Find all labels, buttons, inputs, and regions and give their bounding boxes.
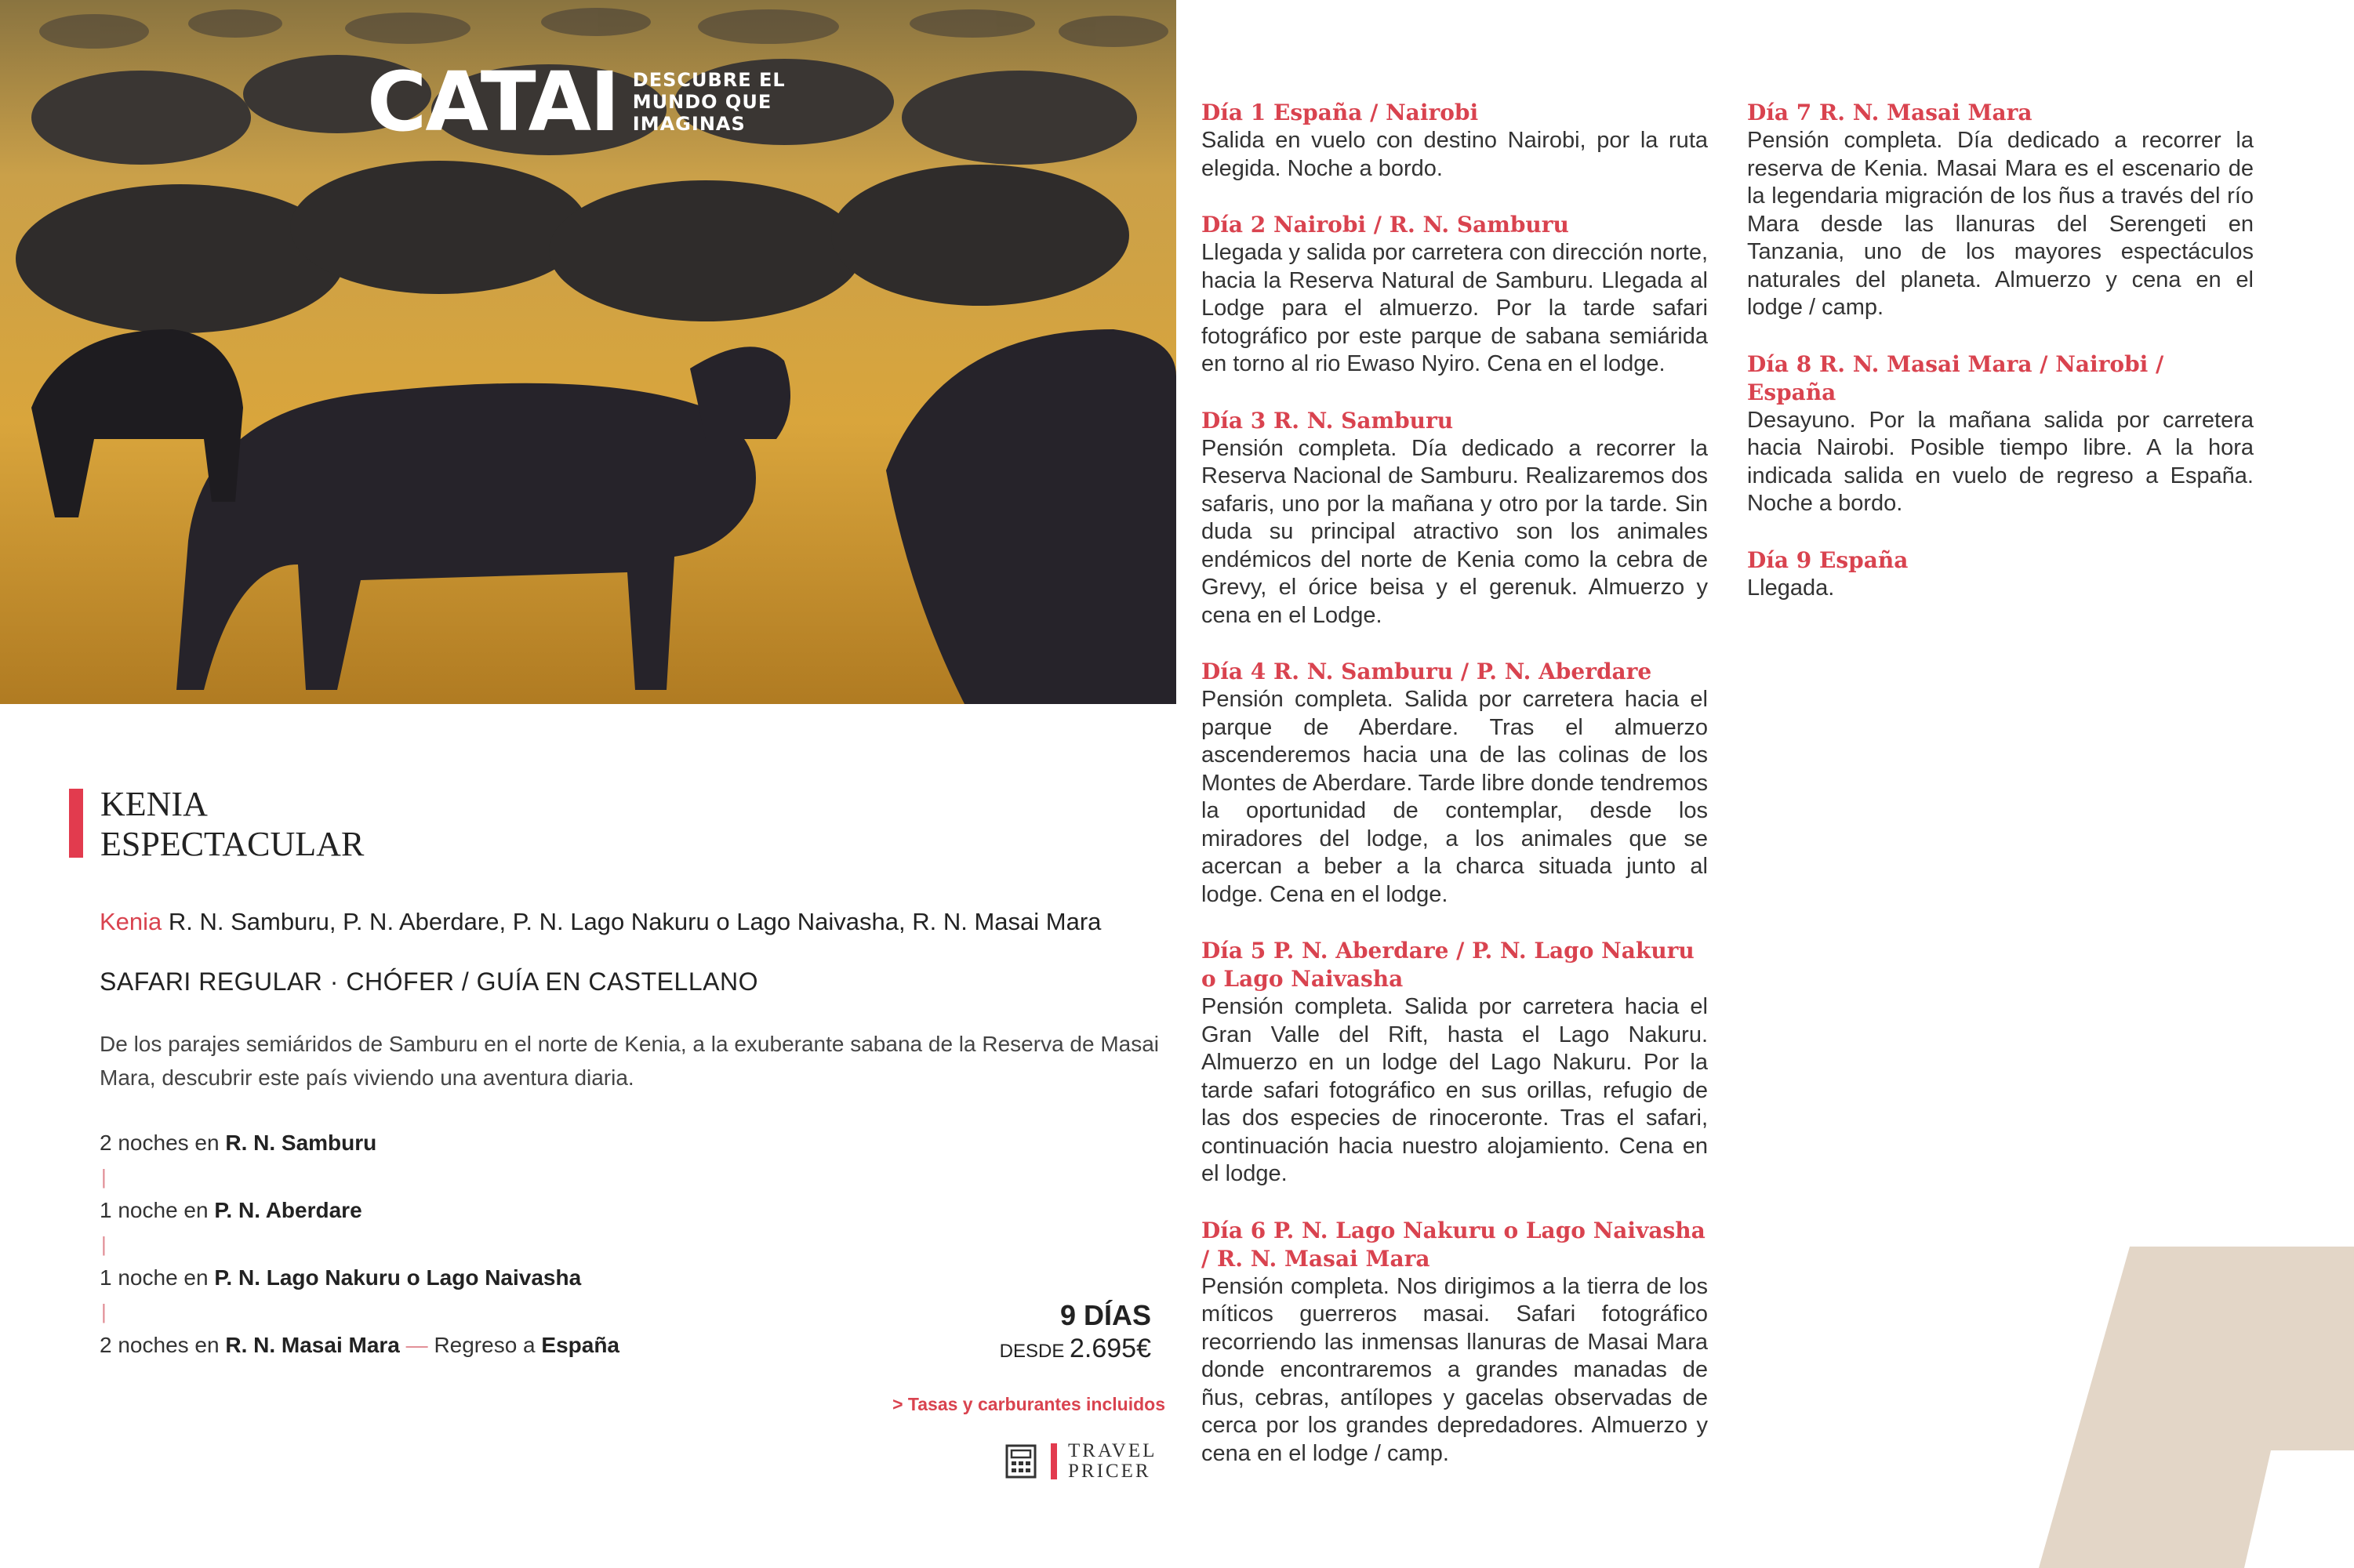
pricer-line: PRICER	[1068, 1461, 1151, 1482]
tagline-line: MUNDO QUE	[632, 91, 772, 113]
day-text: Llegada y salida por carretera con dirección norte, hacia la Reserva Natural de Samburu. Llegada al Lodge para el almuerzo. Por la tarde safari fotográfico por este parque de sabana semiárida en torno al rio Ewaso Nyiro. Cena en el lodge.	[1201, 240, 1708, 376]
stays-list	[100, 1126, 619, 1363]
wildebeest-herd-photo	[0, 0, 1176, 704]
day-title: Día 1 España / Nairobi	[1201, 100, 1479, 125]
pricer-line: TRAVEL	[1068, 1440, 1157, 1461]
price-prefix: DESDE	[999, 1341, 1070, 1362]
trip-subtitle: SAFARI REGULAR · CHÓFER / GUÍA EN CASTELLANO	[100, 967, 758, 996]
stay-item	[100, 1328, 619, 1363]
stay-separator: |	[101, 1232, 107, 1256]
itinerary-day	[1201, 937, 1708, 1189]
stay-item	[100, 1126, 619, 1160]
stay-separator: |	[101, 1300, 107, 1323]
trip-route	[100, 908, 1101, 936]
taxes-link[interactable]: > Tasas y carburantes incluidos	[892, 1394, 1165, 1414]
itinerary-day	[1201, 407, 1708, 630]
day-text: Pensión completa. Día dedicado a recorrer la reserva de Kenia. Masai Mara es el escenario de la legendaria migración de los ñus a través del río Mara desde las llanuras del Serengeti en Tanzania, uno de los mayores espectáculos naturales del planeta. Almuerzo y cena en el lodge / camp.	[1747, 128, 2254, 320]
calculator-icon	[1005, 1444, 1037, 1479]
trip-price	[1000, 1333, 1151, 1367]
day-text: Pensión completa. Salida por carretera hacia el Gran Valle del Rift, hasta el Lago Nakuru. Almuerzo en un lodge del Lago Nakuru. Por la tarde safari fotográfico en sus orillas, refugio de las dos especies de rinoceronte. Tras el safari, continuación hacia nuestro alojamiento. Cena en el lodge.	[1201, 994, 1708, 1186]
stay-place: P. N. Lago Nakuru o Lago Naivasha	[214, 1265, 582, 1290]
day-text: Pensión completa. Salida por carretera hacia el parque de Aberdare. Tras el almuerzo ascenderemos hacia una de las colinas de los Montes de Aberdare. Tarde libre donde tendremos la oportunidad de contemplar, desde los miradores del lodge, a los animales que se acercan a beber a la charca situada junto al lodge. Cena en el lodge.	[1201, 687, 1708, 907]
stay-place: R. N. Masai Mara	[225, 1333, 400, 1357]
itinerary-column-1	[1201, 99, 1708, 1496]
trip-intro: De los parajes semiáridos de Samburu en el norte de Kenia, a la exuberante sabana de la Reserva de Masai Mara, descubrir este país viviendo una aventura diaria.	[100, 1032, 1160, 1090]
day-title: Día 5 P. N. Aberdare / P. N. Lago Nakuru o Lago Naivasha	[1201, 938, 1695, 992]
price-amount: 2.695€	[1070, 1334, 1151, 1363]
itinerary-day	[1201, 1217, 1708, 1468]
day-title: Día 6 P. N. Lago Nakuru o Lago Naivasha / R. N. Masai Mara	[1201, 1217, 1706, 1272]
title-accent-bar	[69, 789, 83, 858]
itinerary-day	[1201, 99, 1708, 183]
route-country: Kenia	[100, 908, 162, 935]
decorative-shape	[2039, 1247, 2354, 1568]
itinerary-day	[1201, 658, 1708, 909]
day-title: Día 9 España	[1747, 546, 1909, 573]
trip-title	[100, 784, 364, 864]
day-text: Salida en vuelo con destino Nairobi, por la ruta elegida. Noche a bordo.	[1201, 128, 1708, 181]
day-title: Día 4 R. N. Samburu / P. N. Aberdare	[1201, 659, 1652, 684]
brand-tagline	[633, 69, 786, 135]
stay-place: P. N. Aberdare	[214, 1198, 362, 1222]
pricer-accent-bar	[1051, 1443, 1057, 1479]
itinerary-day	[1747, 99, 2254, 322]
stay-return-label: Regreso a	[434, 1333, 542, 1357]
itinerary-day	[1747, 350, 2254, 518]
pricer-text	[1068, 1441, 1157, 1482]
tagline-line: IMAGINAS	[632, 113, 746, 135]
stay-return-place: España	[541, 1333, 620, 1357]
tagline-line: DESCUBRE EL	[632, 69, 786, 91]
travel-pricer-logo[interactable]	[1005, 1441, 1157, 1482]
day-title: Día 3 R. N. Samburu	[1201, 407, 1454, 434]
stay-nights: 1 noche en	[100, 1198, 215, 1222]
brand-name: CATAI	[367, 54, 619, 150]
brand-logo	[367, 54, 786, 150]
route-places: R. N. Samburu, P. N. Aberdare, P. N. Lago Nakuru o Lago Naivasha, R. N. Masai Mara	[162, 908, 1102, 935]
day-text: Llegada.	[1747, 575, 1835, 601]
day-title: Día 7 R. N. Masai Mara	[1747, 100, 2033, 125]
stay-nights: 2 noches en	[100, 1131, 226, 1155]
price-block	[1000, 1298, 1151, 1367]
day-text: Pensión completa. Día dedicado a recorrer la Reserva Nacional de Samburu. Realizaremos dos safaris, uno por la mañana y otro por la tarde. Sin duda su principal atractivo son los animales endémicos del norte de Kenia como la cebra de Grevy, el órice beisa y el gerenuk. Almuerzo y cena en el Lodge.	[1201, 435, 1708, 628]
itinerary-day	[1201, 211, 1708, 379]
day-text: Desayuno. Por la mañana salida por carretera hacia Nairobi. Posible tiempo libre. A la hora indicada salida en vuelo de regreso a España. Noche a bordo.	[1747, 407, 2254, 516]
trip-title-line: KENIA	[100, 785, 208, 823]
day-text: Pensión completa. Nos dirigimos a la tierra de los míticos guerreros masai. Safari fotográfico recorriendo las inmensas llanuras de Masai Mara donde encontraremos a grandes manadas de ñus, cebras, antílopes y gacelas observadas de cerca por los grandes depredadores. Almuerzo y cena en el lodge / camp.	[1201, 1273, 1708, 1466]
day-title: Día 2 Nairobi / R. N. Samburu	[1201, 212, 1569, 238]
stay-nights: 1 noche en	[100, 1265, 215, 1290]
stay-dash: —	[399, 1333, 434, 1357]
stay-place: R. N. Samburu	[225, 1131, 377, 1155]
stay-item	[100, 1261, 619, 1295]
stay-separator: |	[101, 1165, 107, 1189]
stay-nights: 2 noches en	[100, 1333, 226, 1357]
day-title: Día 8 R. N. Masai Mara / Nairobi / España	[1747, 350, 2164, 405]
itinerary-day	[1747, 546, 2254, 603]
trip-days: 9 DÍAS	[1059, 1299, 1151, 1331]
stay-item	[100, 1193, 619, 1228]
itinerary-column-2	[1747, 99, 2254, 630]
trip-title-line: ESPECTACULAR	[100, 825, 365, 863]
